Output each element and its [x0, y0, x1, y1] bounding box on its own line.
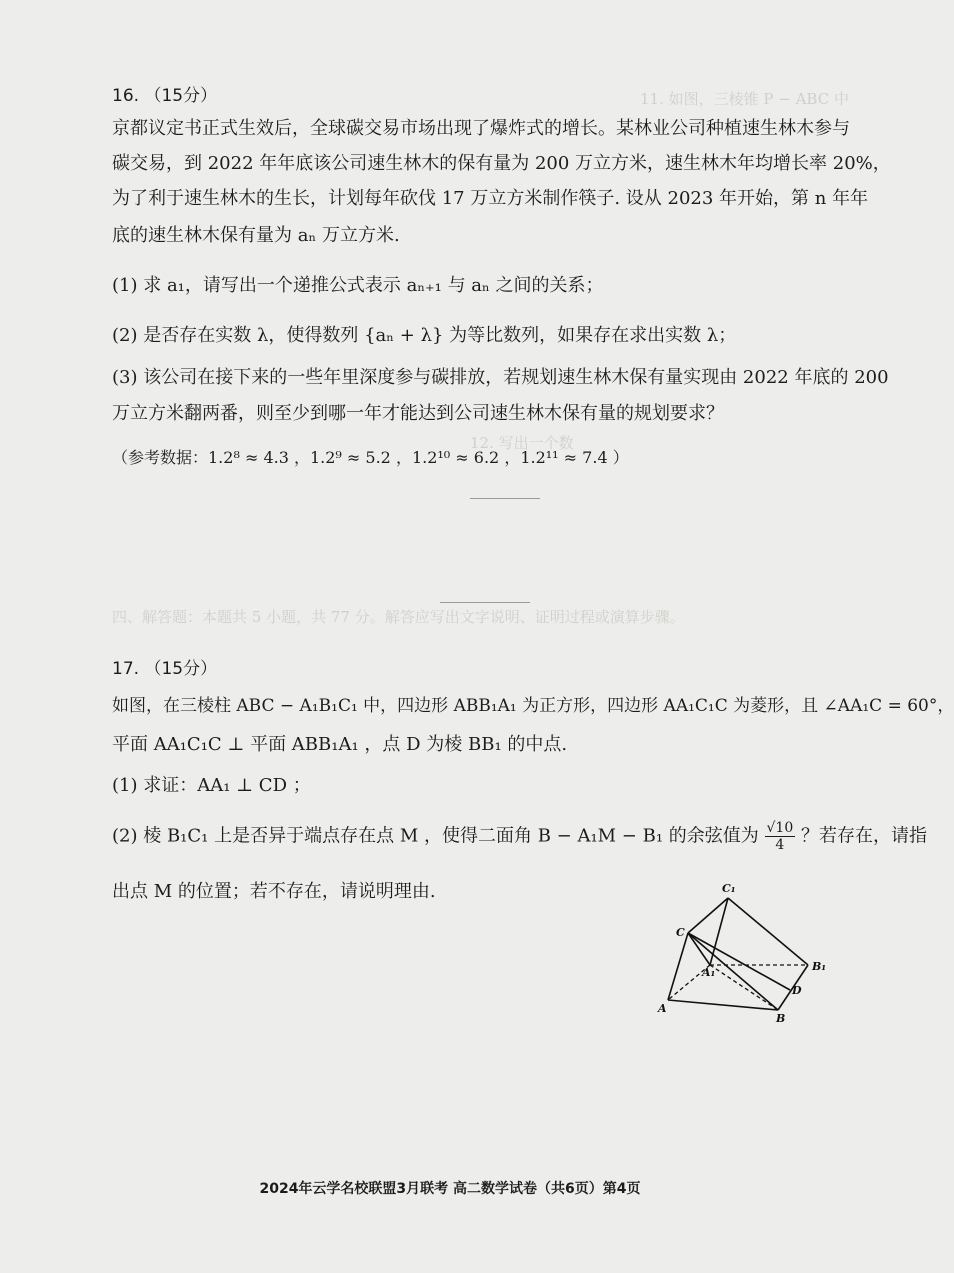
- label-B: B: [776, 1012, 786, 1025]
- bleed-through-text: 四、解答题：本题共 5 小题，共 77 分。解答应写出文字说明、证明过程或演算步骤。: [112, 608, 685, 626]
- label-B1: B₁: [812, 960, 827, 973]
- question-16-number: 16. （15分）: [112, 86, 218, 106]
- question-16-reference-data: （参考数据：1.2⁸ ≈ 4.3 ，1.2⁹ ≈ 5.2 ，1.2¹⁰ ≈ 6.2 ，1.2¹¹ ≈ 7.4 ）: [112, 448, 629, 467]
- question-16-text: 为了利于速生林木的生长，计划每年砍伐 17 万立方米制作筷子. 设从 2023 年开始，第 n 年年: [112, 188, 869, 209]
- question-17-text: 平面 AA₁C₁C ⊥ 平面 ABB₁A₁ ，点 D 为棱 BB₁ 的中点.: [112, 734, 568, 755]
- question-16-part-3: (3) 该公司在接下来的一些年里深度参与碳排放，若规划速生林木保有量实现由 2022 年底的 200: [112, 367, 889, 388]
- label-A1: A₁: [702, 966, 716, 979]
- page-footer: 2024年云学名校联盟3月联考 高二数学试卷（共6页）第4页: [259, 1181, 641, 1197]
- prism-figure: [640, 870, 840, 1030]
- question-17-part-2-text: (2) 棱 B₁C₁ 上是否异于端点存在点 M ，使得二面角 B − A₁M − B₁ 的余弦值为: [112, 825, 759, 847]
- fraction-sqrt10-over-4: [765, 820, 796, 853]
- question-16-text: 碳交易，到 2022 年年底该公司速生林木的保有量为 200 万立方米，速生林木年均增长率 20%，: [112, 153, 891, 174]
- edge-C1A1: [710, 898, 728, 965]
- question-17-part-2: [112, 820, 927, 853]
- question-16-part-1: (1) 求 a₁，请写出一个递推公式表示 aₙ₊₁ 与 aₙ 之间的关系；: [112, 275, 604, 296]
- edge-BA: [668, 1000, 778, 1010]
- answer-blank: [440, 602, 530, 603]
- question-16-text: 底的速生林木保有量为 aₙ 万立方米.: [112, 225, 400, 246]
- question-17-part-2-text: ？若存在，请指: [801, 825, 927, 847]
- label-C1: C₁: [722, 882, 736, 895]
- edge-AC: [668, 933, 688, 1000]
- question-17-text: 如图，在三棱柱 ABC − A₁B₁C₁ 中，四边形 ABB₁A₁ 为正方形，四边形 AA₁C₁C 为菱形，且 ∠AA₁C = 60°，: [112, 696, 954, 716]
- label-C: C: [676, 926, 685, 939]
- fraction-denominator: 4: [775, 837, 785, 853]
- fraction-numerator: √10: [766, 820, 794, 836]
- segment-A1B-hidden: [710, 965, 778, 1010]
- bleed-through-text: 12. 写出一个数: [470, 434, 574, 452]
- segment-CD: [688, 933, 790, 990]
- question-17-part-2: 出点 M 的位置；若不存在，请说明理由.: [112, 881, 436, 902]
- answer-blank: [470, 498, 540, 499]
- question-17-number: 17. （15分）: [112, 659, 218, 679]
- question-17-part-1: (1) 求证：AA₁ ⊥ CD ；: [112, 775, 311, 796]
- label-D: D: [792, 984, 802, 997]
- edge-C1B1: [728, 898, 808, 965]
- edge-CC1: [688, 898, 728, 933]
- label-A: A: [658, 1002, 667, 1015]
- question-16-text: 京都议定书正式生效后，全球碳交易市场出现了爆炸式的增长。某林业公司种植速生林木参与: [112, 118, 850, 139]
- question-16-part-3: 万立方米翻两番，则至少到哪一年才能达到公司速生林木保有量的规划要求？: [112, 403, 724, 424]
- question-16-part-2: (2) 是否存在实数 λ，使得数列 {aₙ + λ} 为等比数列，如果存在求出实数 λ；: [112, 325, 737, 346]
- bleed-through-text: 11. 如图，三棱锥 P − ABC 中: [640, 90, 849, 108]
